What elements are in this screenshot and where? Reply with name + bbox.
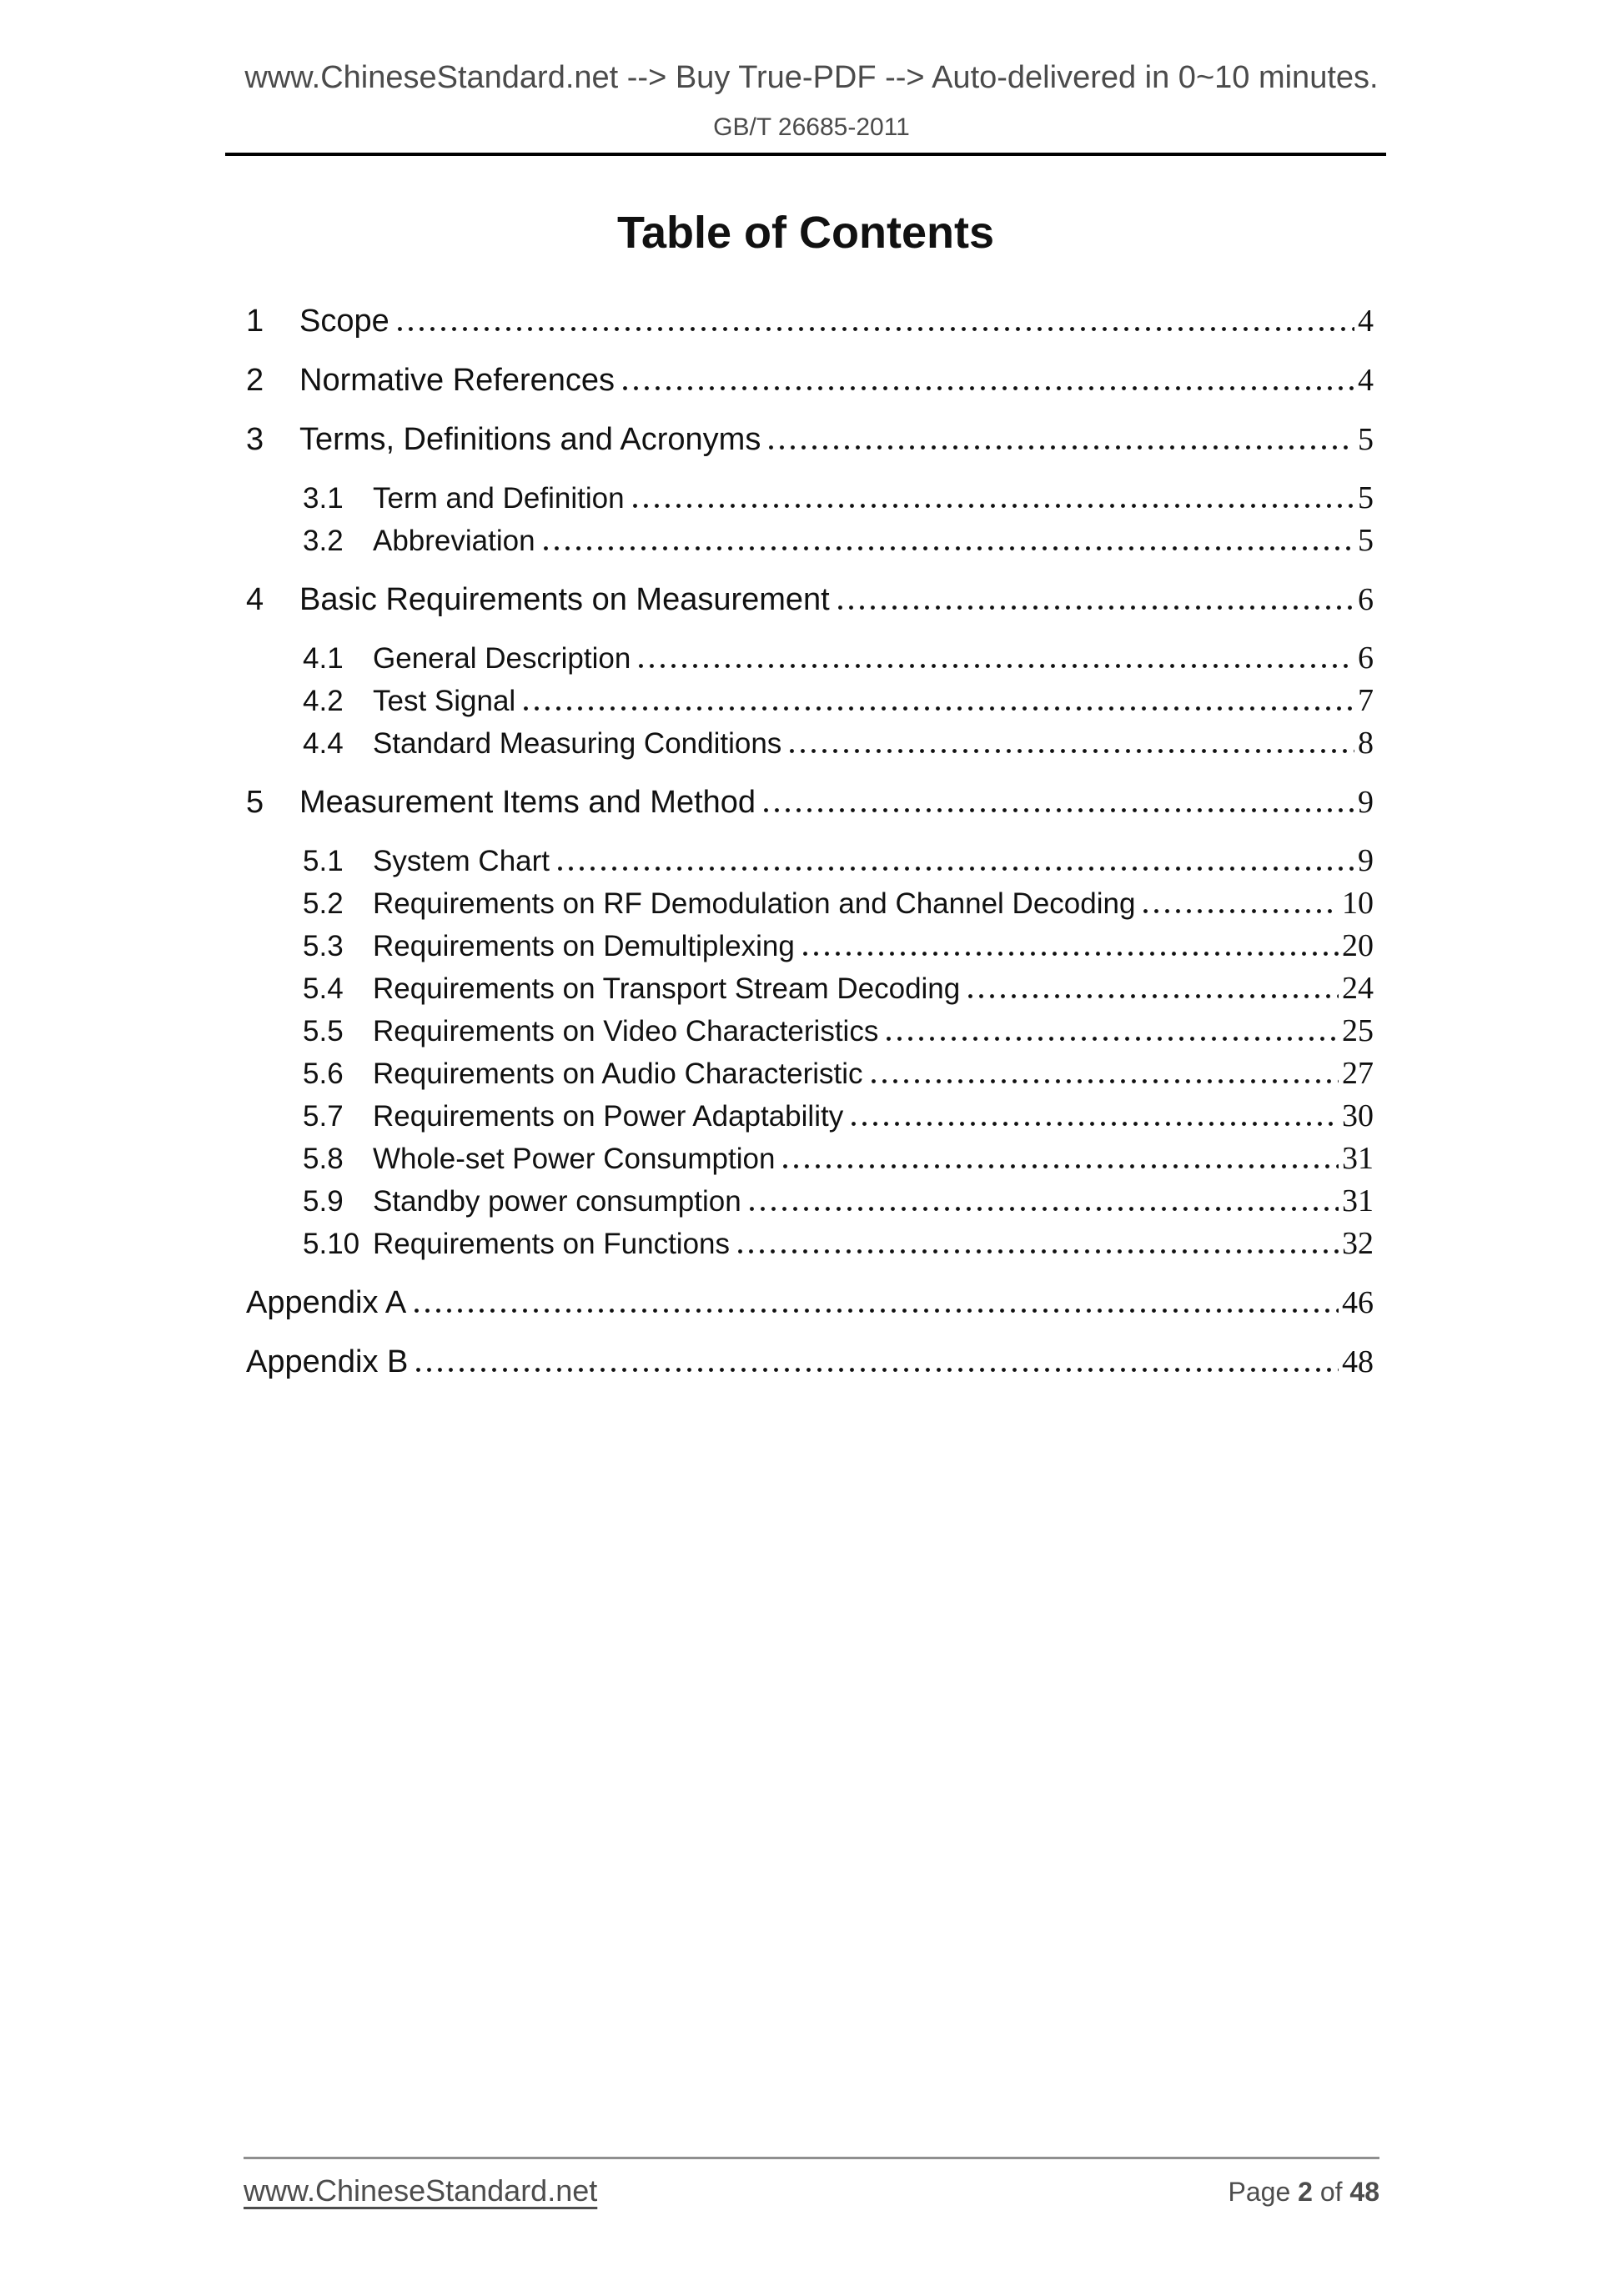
dot-leader	[887, 1037, 1339, 1041]
toc-entry[interactable]	[246, 579, 1374, 621]
toc-entry-number: 5.5	[303, 1015, 344, 1048]
page-label: Page	[1228, 2177, 1291, 2207]
dot-leader	[783, 1164, 1339, 1168]
dot-leader	[764, 808, 1354, 812]
toc-entry[interactable]	[246, 1138, 1374, 1180]
dot-leader	[750, 1207, 1339, 1211]
toc-entry-page: 46	[1342, 1285, 1374, 1320]
toc-entry-label: Abbreviation	[373, 525, 535, 557]
toc-entry-number: 5.8	[303, 1143, 344, 1175]
toc-entry-label: Terms, Definitions and Acronyms	[299, 422, 761, 457]
toc-entry-label: Measurement Items and Method	[299, 785, 756, 820]
toc-entry-page: 9	[1358, 785, 1374, 820]
toc-entry-label: Test Signal	[373, 685, 516, 717]
toc-entry-page: 27	[1342, 1056, 1374, 1091]
toc-entry-label: Requirements on Transport Stream Decoding	[373, 972, 961, 1005]
toc-list	[246, 284, 1374, 1384]
toc-entry-page: 31	[1342, 1183, 1374, 1218]
toc-entry[interactable]	[246, 359, 1374, 402]
toc-entry-label: Requirements on Power Adaptability	[373, 1100, 844, 1133]
toc-entry-label: Requirements on Audio Characteristic	[373, 1058, 863, 1090]
toc-entry-page: 7	[1358, 683, 1374, 718]
page-title: Table of Contents	[617, 208, 994, 258]
toc-entry[interactable]	[246, 882, 1374, 925]
dot-leader	[738, 1249, 1339, 1254]
dot-leader	[633, 504, 1354, 508]
toc-entry[interactable]	[246, 637, 1374, 680]
dot-leader	[968, 994, 1339, 998]
dot-leader	[872, 1079, 1339, 1083]
toc-entry-page: 20	[1342, 928, 1374, 963]
dot-leader	[790, 749, 1354, 753]
toc-entry-label: Appendix A	[246, 1285, 407, 1320]
toc-entry[interactable]	[246, 925, 1374, 967]
toc-entry-label: General Description	[373, 642, 631, 675]
dot-leader	[1143, 909, 1339, 913]
toc-entry-page: 6	[1358, 641, 1374, 676]
dot-leader	[398, 327, 1354, 331]
toc-entry[interactable]	[246, 1223, 1374, 1265]
toc-entry-number: 5.10	[303, 1228, 360, 1260]
header-doc-code: GB/T 26685-2011	[713, 113, 910, 141]
toc-entry[interactable]	[246, 1341, 1374, 1384]
of-label: of	[1319, 2177, 1343, 2207]
toc-entry-page: 8	[1358, 726, 1374, 761]
dot-leader	[838, 605, 1354, 610]
toc-entry-number: 5.9	[303, 1185, 344, 1218]
toc-entry-label: Whole-set Power Consumption	[373, 1143, 776, 1175]
toc-entry-number: 5.1	[303, 845, 344, 877]
toc-entry-label: Scope	[299, 304, 389, 339]
toc-entry-page: 30	[1342, 1098, 1374, 1133]
toc-entry-number: 5.2	[303, 887, 344, 920]
toc-entry[interactable]	[246, 722, 1374, 765]
dot-leader	[623, 386, 1354, 390]
toc-entry[interactable]	[246, 967, 1374, 1010]
dot-leader	[558, 867, 1354, 871]
toc-entry-label: Normative References	[299, 363, 616, 398]
toc-entry[interactable]	[246, 840, 1374, 882]
footer-website-link[interactable]: www.ChineseStandard.net	[244, 2173, 598, 2208]
toc-entry-page: 32	[1342, 1226, 1374, 1261]
toc-entry-number: 4.4	[303, 727, 344, 760]
toc-entry-page: 25	[1342, 1013, 1374, 1048]
dot-leader	[524, 706, 1354, 711]
toc-entry[interactable]	[246, 419, 1374, 461]
toc-entry[interactable]	[246, 1010, 1374, 1053]
toc-entry-page: 10	[1342, 886, 1374, 921]
toc-entry-number: 5	[246, 785, 264, 820]
footer-rule	[244, 2157, 1379, 2159]
dot-leader	[416, 1368, 1339, 1372]
toc-entry-number: 2	[246, 363, 264, 398]
toc-entry-page: 4	[1358, 363, 1374, 398]
header-rule	[225, 153, 1386, 156]
toc-entry[interactable]	[246, 1282, 1374, 1324]
toc-entry-label: Standard Measuring Conditions	[373, 727, 782, 760]
toc-entry-page: 5	[1358, 523, 1374, 558]
toc-entry-number: 4	[246, 582, 264, 617]
toc-entry-number: 5.6	[303, 1058, 344, 1090]
toc-entry-page: 9	[1358, 843, 1374, 878]
dot-leader	[803, 952, 1339, 956]
toc-entry-label: Basic Requirements on Measurement	[299, 582, 830, 617]
toc-entry-number: 5.4	[303, 972, 344, 1005]
page-number-indicator	[1229, 2177, 1379, 2208]
current-page-number: 2	[1298, 2177, 1313, 2207]
toc-entry-number: 5.3	[303, 930, 344, 962]
toc-entry[interactable]	[246, 477, 1374, 520]
toc-entry-label: Standby power consumption	[373, 1185, 741, 1218]
toc-entry-page: 48	[1342, 1344, 1374, 1379]
toc-entry-label: Requirements on Video Characteristics	[373, 1015, 879, 1048]
toc-entry[interactable]	[246, 520, 1374, 562]
toc-entry-label: System Chart	[373, 845, 550, 877]
dot-leader	[852, 1122, 1339, 1126]
toc-entry-number: 1	[246, 304, 264, 339]
toc-entry-page: 5	[1358, 480, 1374, 515]
toc-entry-number: 4.1	[303, 642, 344, 675]
header-promo-text: www.ChineseStandard.net --> Buy True-PDF --> Auto-delivered in 0~10 minutes.	[244, 60, 1379, 95]
toc-entry-number: 3.2	[303, 525, 344, 557]
dot-leader	[415, 1309, 1339, 1313]
footer	[244, 2173, 1379, 2208]
toc-entry-page: 31	[1342, 1141, 1374, 1176]
toc-entry-label: Requirements on RF Demodulation and Channel Decoding	[373, 887, 1136, 920]
toc-entry-number: 3	[246, 422, 264, 457]
toc-entry-label: Requirements on Demultiplexing	[373, 930, 795, 962]
toc-entry-label: Requirements on Functions	[373, 1228, 730, 1260]
dot-leader	[769, 445, 1354, 450]
toc-entry-label: Appendix B	[246, 1344, 409, 1379]
toc-entry[interactable]	[246, 680, 1374, 722]
toc-entry[interactable]	[246, 300, 1374, 343]
toc-entry[interactable]	[246, 1095, 1374, 1138]
toc-entry-page: 24	[1342, 971, 1374, 1006]
dot-leader	[639, 664, 1354, 668]
toc-entry-number: 5.7	[303, 1100, 344, 1133]
toc-entry-page: 6	[1358, 582, 1374, 617]
toc-entry-number: 4.2	[303, 685, 344, 717]
dot-leader	[544, 546, 1354, 550]
toc-entry-page: 4	[1358, 304, 1374, 339]
total-page-number: 48	[1349, 2177, 1379, 2207]
toc-entry[interactable]	[246, 1053, 1374, 1095]
toc-entry-label: Term and Definition	[373, 482, 625, 515]
toc-entry-page: 5	[1358, 422, 1374, 457]
toc-entry-number: 3.1	[303, 482, 344, 515]
toc-entry[interactable]	[246, 1180, 1374, 1223]
toc-entry[interactable]	[246, 781, 1374, 824]
